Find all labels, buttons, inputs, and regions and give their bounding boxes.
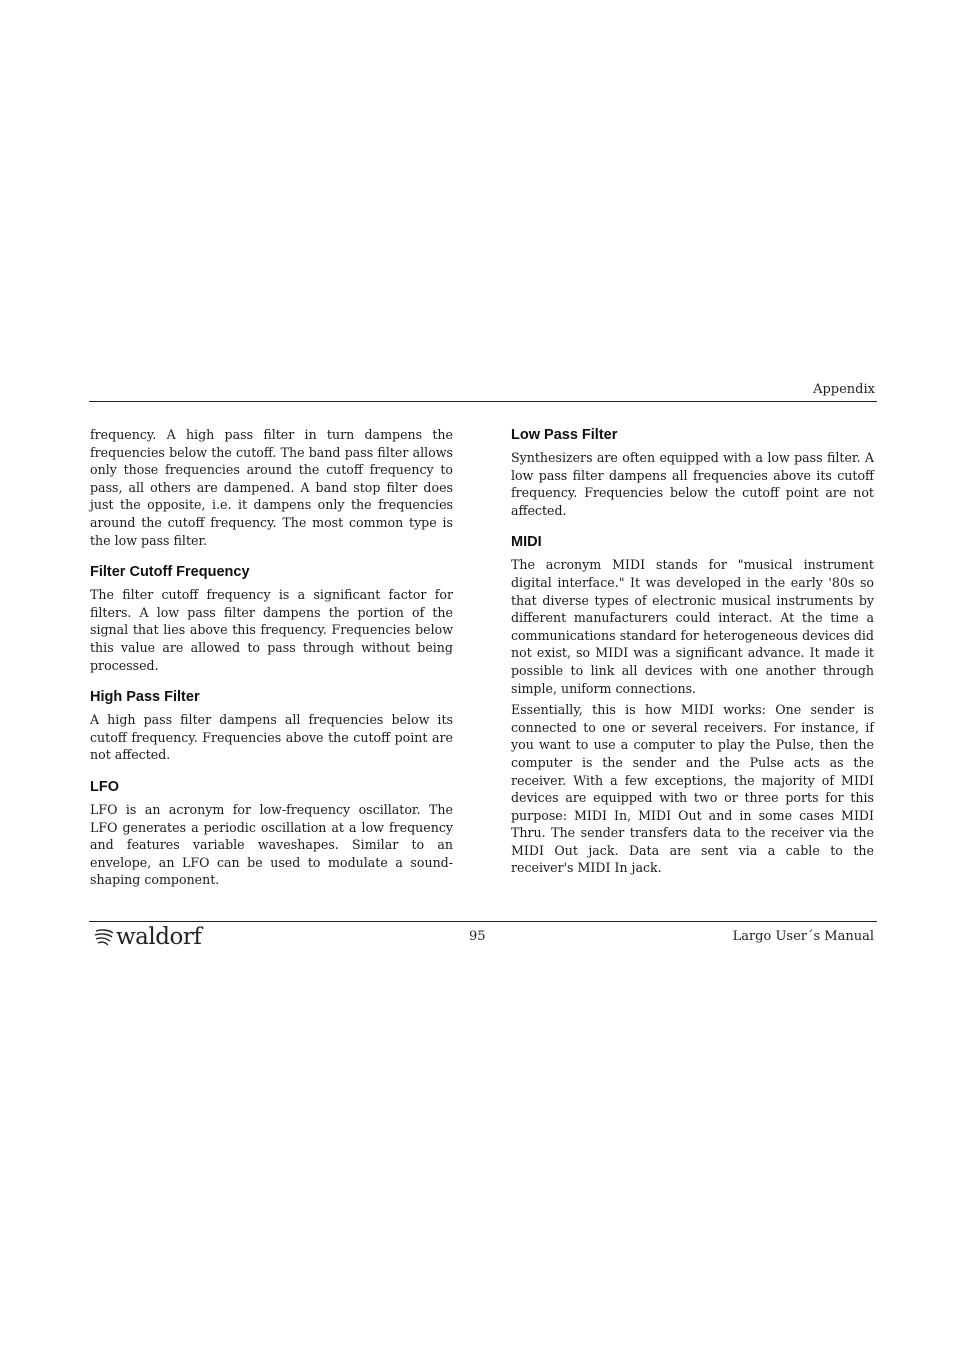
header-rule [89,401,877,402]
running-head: Appendix [813,382,875,397]
section-heading: Low Pass Filter [511,427,618,443]
paragraph: Synthesizers are often equipped with a low pass filter. A low pass filter dampens all frequencies above its cutoff frequency. Frequencies below the cutoff point are not affected. [511,450,874,518]
left-column [90,426,453,893]
paragraph: frequency. A high pass filter in turn dampens the frequencies below the cutoff. The band pass filter allows only those frequencies around the cutoff frequency to pass, all others are dampened. A band stop filter does just the opposite, i.e. it dampens only the frequencies around the cutoff frequency. The most common type is the low pass filter. [90,427,453,548]
paragraph: The filter cutoff frequency is a significant factor for filters. A low pass filter dampens the portion of the signal that lies above this frequency. Frequencies below this value are allowed to pass through without being processed. [90,587,453,673]
section-heading: LFO [90,778,119,795]
paragraph: The acronym MIDI stands for "musical instrument digital interface." It was developed in the early '80s so that diverse types of electronic musical instruments by different manufacturers could interact. At the time a communications standard for heterogeneous devices did not exist, so MIDI was a significant advance. It made it possible to link all devices with one another through simple, uniform connections. [511,557,874,696]
right-column [511,426,874,881]
logo-wordmark: waldorf [116,924,202,950]
waldorf-logo [93,924,202,950]
section-heading: MIDI [511,534,542,551]
page-number: 95 [469,929,486,944]
paragraph: Essentially, this is how MIDI works: One sender is connected to one or several receivers. For instance, if you want to use a computer to play the Pulse, then the computer is the sender and the Pulse acts as the receiver. With a few exceptions, the majority of MIDI devices are equipped with two or three ports for this purpose: MIDI In, MIDI Out and in some cases MIDI Thru. The sender transfers data to the receiver via the MIDI Out jack. Data are sent via a cable to the receiver's MIDI In jack. [511,702,874,876]
paragraph: LFO is an acronym for low-frequency oscillator. The LFO generates a periodic oscillation at a low frequency and features variable waveshapes. Similar to an envelope, an LFO can be used to modulate a sound-shaping component. [90,801,453,888]
manual-title: Largo User´s Manual [732,929,874,944]
section-heading: High Pass Filter [90,689,200,706]
section-heading: Filter Cutoff Frequency [90,564,250,581]
page-footer [89,924,877,950]
waldorf-swirl-icon [93,927,115,947]
footer-rule [89,921,877,922]
paragraph: A high pass filter dampens all frequencies below its cutoff frequency. Frequencies above the cutoff point are not affected. [90,712,453,763]
